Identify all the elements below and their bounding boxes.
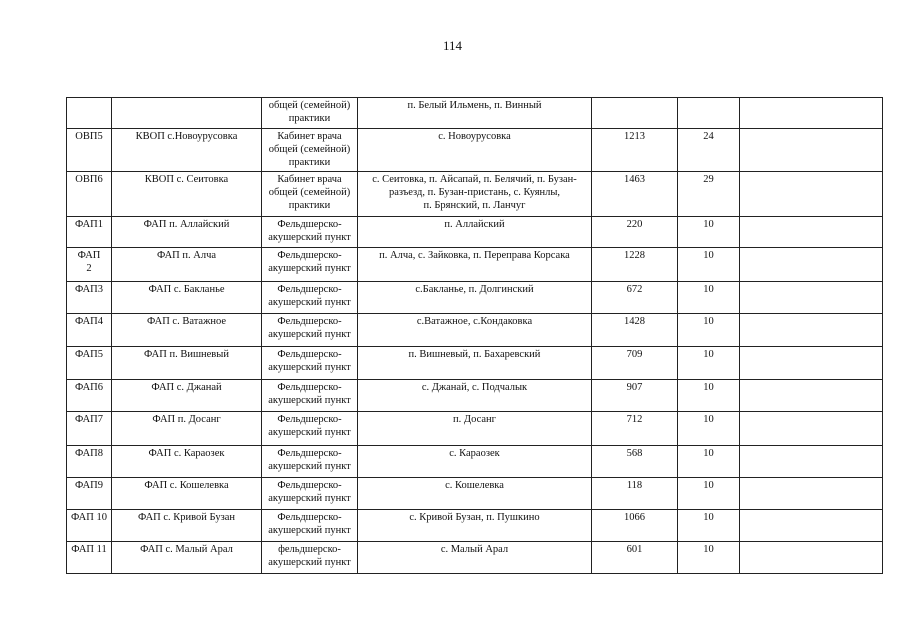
served-settlements [358, 446, 592, 478]
empty-cell [740, 248, 883, 282]
empty-cell [740, 347, 883, 380]
facility-code: ФАП1 [67, 217, 112, 248]
served-settlements-line: с. Малый Арал [440, 544, 509, 555]
facility-name: ФАП с. Кошелевка [112, 478, 262, 510]
served-settlements-line: с. Кривой Бузан, п. Пушкино [409, 512, 540, 523]
facility-name: ФАП с. Джанай [112, 380, 262, 412]
served-settlements-line: с. Караозек [449, 448, 500, 459]
page-number: 114 [442, 38, 463, 53]
served-settlements-line: с. Джанай, с. Подчалык [421, 382, 528, 393]
served-settlements [358, 314, 592, 347]
served-settlements [358, 347, 592, 380]
facility-name: ФАП п. Вишневый [112, 347, 262, 380]
population-value: 672 [592, 282, 678, 314]
staff-value: 29 [678, 172, 740, 217]
population-value: 907 [592, 380, 678, 412]
served-settlements [358, 217, 592, 248]
staff-value [678, 98, 740, 129]
facility-type-line: Фельдшерско- [277, 512, 342, 523]
facility-type [262, 129, 358, 172]
table-row [67, 129, 883, 172]
population-value: 1463 [592, 172, 678, 217]
facility-code: ОВП6 [67, 172, 112, 217]
facility-type-line: Фельдшерско- [277, 382, 342, 393]
table-row [67, 347, 883, 380]
facility-name: ФАП с. Кривой Бузан [112, 510, 262, 542]
facility-type-line: Фельдшерско- [277, 250, 342, 261]
served-settlements-line: п. Алча, с. Зайковка, п. Переправа Корсака [379, 250, 570, 261]
facility-type [262, 478, 358, 510]
served-settlements [358, 98, 592, 129]
facility-name: ФАП п. Досанг [112, 412, 262, 446]
population-value: 709 [592, 347, 678, 380]
served-settlements [358, 542, 592, 574]
facility-code: ФАП8 [67, 446, 112, 478]
empty-cell [740, 129, 883, 172]
facility-code: ФАП7 [67, 412, 112, 446]
facility-code [67, 98, 112, 129]
staff-value: 10 [678, 510, 740, 542]
population-value [592, 98, 678, 129]
staff-value: 10 [678, 248, 740, 282]
facility-type [262, 446, 358, 478]
staff-value: 10 [678, 412, 740, 446]
served-settlements [358, 172, 592, 217]
table-row [67, 248, 883, 282]
population-value: 712 [592, 412, 678, 446]
served-settlements [358, 412, 592, 446]
served-settlements [358, 129, 592, 172]
facility-name: ФАП с. Караозек [112, 446, 262, 478]
facility-type-line: Фельдшерско- [277, 316, 342, 327]
staff-value: 10 [678, 282, 740, 314]
facility-type [262, 542, 358, 574]
facility-type-line: Кабинет врача [277, 131, 342, 142]
staff-value: 10 [678, 314, 740, 347]
facility-code: ФАП6 [67, 380, 112, 412]
population-value: 1228 [592, 248, 678, 282]
table-row [67, 510, 883, 542]
facility-name: ФАП с. Малый Арал [112, 542, 262, 574]
staff-value: 10 [678, 380, 740, 412]
population-value: 1066 [592, 510, 678, 542]
served-settlements [358, 478, 592, 510]
table-row [67, 217, 883, 248]
table-row [67, 412, 883, 446]
facility-type [262, 282, 358, 314]
facility-type-line: акушерский пункт [268, 427, 351, 438]
empty-cell [740, 380, 883, 412]
facility-type-line: акушерский пункт [268, 525, 351, 536]
facility-code: ФАП 10 [67, 510, 112, 542]
empty-cell [740, 446, 883, 478]
served-settlements [358, 380, 592, 412]
staff-value: 10 [678, 347, 740, 380]
table-row [67, 478, 883, 510]
facility-type-line: общей (семейной) [268, 144, 351, 155]
facility-type-line: Фельдшерско- [277, 284, 342, 295]
facility-type-line: Фельдшерско- [277, 414, 342, 425]
facility-type-line: Кабинет врача [277, 174, 342, 185]
facility-type [262, 248, 358, 282]
facility-type [262, 510, 358, 542]
population-value: 220 [592, 217, 678, 248]
population-value: 1428 [592, 314, 678, 347]
facility-type-line: Фельдшерско- [277, 219, 342, 230]
served-settlements-line: п. Белый Ильмень, п. Винный [407, 100, 542, 111]
empty-cell [740, 412, 883, 446]
served-settlements-line: с. Сеитовка, п. Айсапай, п. Белячий, п. Бузан- [372, 174, 577, 185]
table-row [67, 314, 883, 347]
population-value: 118 [592, 478, 678, 510]
facility-type-line: Фельдшерско- [277, 349, 342, 360]
population-value: 568 [592, 446, 678, 478]
staff-value: 10 [678, 478, 740, 510]
facility-type-line: акушерский пункт [268, 263, 351, 274]
staff-value: 10 [678, 217, 740, 248]
facility-name: ФАП п. Аллайский [112, 217, 262, 248]
table-row [67, 446, 883, 478]
facility-type-line: акушерский пункт [268, 232, 351, 243]
facility-type-line: акушерский пункт [268, 329, 351, 340]
facility-type [262, 314, 358, 347]
served-settlements-line: п. Досанг [453, 414, 496, 425]
facilities-table-body [67, 98, 883, 574]
served-settlements [358, 282, 592, 314]
facility-type-line: акушерский пункт [268, 461, 351, 472]
served-settlements [358, 510, 592, 542]
facility-type-line: акушерский пункт [268, 493, 351, 504]
served-settlements-line: разъезд, п. Бузан-пристань, с. Куянлы, [388, 187, 561, 198]
table-row [67, 172, 883, 217]
empty-cell [740, 217, 883, 248]
table-row [67, 542, 883, 574]
facility-code: ОВП5 [67, 129, 112, 172]
facility-type [262, 347, 358, 380]
facility-type-line: Фельдшерско- [277, 448, 342, 459]
served-settlements [358, 248, 592, 282]
empty-cell [740, 314, 883, 347]
served-settlements-line: с.Бакланье, п. Долгинский [415, 284, 534, 295]
facility-name [112, 98, 262, 129]
facility-code: ФАП4 [67, 314, 112, 347]
facility-type [262, 217, 358, 248]
facility-name: КВОП с. Сеитовка [112, 172, 262, 217]
facility-name: КВОП с.Новоурусовка [112, 129, 262, 172]
facility-type-line: общей (семейной) [268, 187, 351, 198]
facility-type [262, 412, 358, 446]
empty-cell [740, 98, 883, 129]
facility-type-line: акушерский пункт [268, 557, 351, 568]
facility-type-line: практики [288, 157, 331, 168]
facility-code: ФАП3 [67, 282, 112, 314]
facility-type-line: акушерский пункт [268, 395, 351, 406]
facility-type-line: фельдшерско- [278, 544, 341, 555]
facility-type-line: практики [288, 113, 331, 124]
facility-name: ФАП п. Алча [112, 248, 262, 282]
table-row [67, 282, 883, 314]
served-settlements-line: с.Ватажное, с.Кондаковка [416, 316, 533, 327]
facility-code: ФАП 11 [67, 542, 112, 574]
population-value: 601 [592, 542, 678, 574]
facility-type-line: общей (семейной) [268, 100, 351, 111]
empty-cell [740, 510, 883, 542]
facilities-table [66, 97, 883, 574]
staff-value: 10 [678, 446, 740, 478]
facility-name: ФАП с. Бакланье [112, 282, 262, 314]
facility-code: ФАП 2 [67, 248, 112, 282]
facility-name: ФАП с. Ватажное [112, 314, 262, 347]
facility-type-line: акушерский пункт [268, 297, 351, 308]
population-value: 1213 [592, 129, 678, 172]
table-row [67, 98, 883, 129]
staff-value: 10 [678, 542, 740, 574]
empty-cell [740, 542, 883, 574]
served-settlements-line: с. Кошелевка [445, 480, 504, 491]
served-settlements-line: п. Брянский, п. Ланчуг [423, 200, 526, 211]
empty-cell [740, 478, 883, 510]
facility-type [262, 98, 358, 129]
facility-type-line: Фельдшерско- [277, 480, 342, 491]
facility-type-line: акушерский пункт [268, 362, 351, 373]
facility-type [262, 380, 358, 412]
table-row [67, 380, 883, 412]
facility-type [262, 172, 358, 217]
facility-code: ФАП9 [67, 478, 112, 510]
facility-code: ФАП5 [67, 347, 112, 380]
empty-cell [740, 282, 883, 314]
facility-type-line: практики [288, 200, 331, 211]
served-settlements-line: п. Вишневый, п. Бахаревский [408, 349, 541, 360]
served-settlements-line: п. Аллайский [444, 219, 505, 230]
served-settlements-line: с. Новоурусовка [438, 131, 511, 142]
empty-cell [740, 172, 883, 217]
staff-value: 24 [678, 129, 740, 172]
